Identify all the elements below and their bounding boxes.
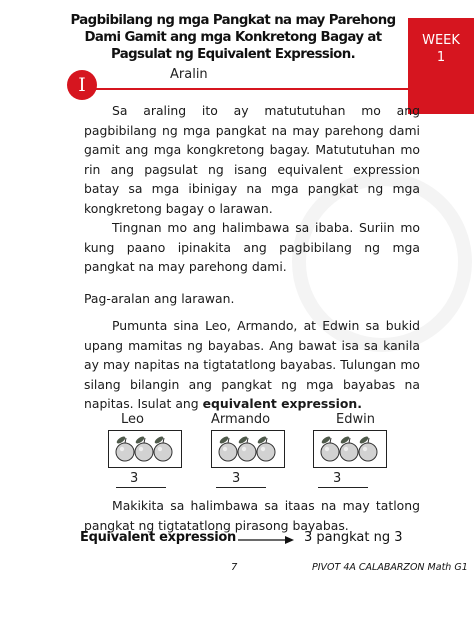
- arrow-right-icon: [238, 535, 294, 545]
- group-count-leo: 3: [130, 471, 139, 486]
- week-label: WEEK: [422, 33, 460, 48]
- guava-icon: [154, 435, 172, 461]
- guava-icon: [340, 435, 358, 461]
- footer-source: PIVOT 4A CALABARZON Math G1: [312, 562, 468, 573]
- guava-icon: [257, 435, 275, 461]
- lesson-title: Pagbibilang ng mga Pangkat na may Parehong Dami Gamit ang mga Konkretong Bagay at Pagsulat ng Equivalent Expression.: [70, 13, 396, 62]
- summary-paragraph: Makikita sa halimbawa sa itaas na may tatlong pangkat ng tigtatatlong pirasong bayabas.: [84, 498, 420, 533]
- intro-paragraph: Sa araling ito ay matututuhan mo ang pagbibilang ng mga pangkat na may parehong dami gamit ang mga kongkretong bagay. Matututuhan mo rin ang pagsulat ng isang equivalent expression batay sa mga ibinigay na mga pangkat ng mga kongkretong bagay o larawan.: [84, 103, 420, 216]
- count-line-leo: [116, 487, 166, 488]
- equivalent-expression-label: Equivalent expression: [80, 530, 236, 545]
- group-name-armando: Armando: [211, 412, 271, 427]
- guava-icon: [116, 435, 134, 461]
- example-paragraph: Tingnan mo ang halimbawa sa ibaba. Suriin mo kung paano ipinakita ang pagbibilang ng mga pangkat na may parehong dami.: [84, 220, 420, 275]
- page-number: 7: [231, 562, 238, 573]
- guava-icon: [135, 435, 153, 461]
- guava-box-armando: [211, 430, 285, 468]
- guava-icon: [321, 435, 339, 461]
- group-count-edwin: 3: [333, 471, 342, 486]
- week-badge: [408, 18, 474, 114]
- count-line-armando: [216, 487, 266, 488]
- guava-icon: [219, 435, 237, 461]
- group-name-edwin: Edwin: [336, 412, 375, 427]
- equivalent-expression-emphasis: equivalent expression.: [202, 396, 362, 412]
- equivalent-expression-value: 3 pangkat ng 3: [304, 530, 403, 545]
- story-text: Pumunta sina Leo, Armando, at Edwin sa bukid upang mamitas ng bayabas. Ang bawat isa sa kanila ay may napitas na tigtatatlong bayabas. Tulungan mo silang bilangin ang pangkat ng mga bayabas na napitas. Isulat ang: [84, 318, 420, 412]
- count-line-edwin: [318, 487, 368, 488]
- group-count-armando: 3: [232, 471, 241, 486]
- header-rule: [96, 88, 408, 90]
- study-picture-line: Pag-aralan ang larawan.: [84, 291, 235, 306]
- lesson-subtitle: Aralin: [170, 67, 208, 82]
- week-number: 1: [436, 50, 446, 65]
- guava-icon: [359, 435, 377, 461]
- guava-icon: [238, 435, 256, 461]
- guava-box-edwin: [313, 430, 387, 468]
- group-name-leo: Leo: [121, 412, 144, 427]
- guava-box-leo: [108, 430, 182, 468]
- section-badge: I: [67, 70, 97, 100]
- guava-group-graphic: [212, 431, 284, 467]
- guava-group-graphic: [109, 431, 181, 467]
- story-paragraph: [84, 316, 420, 414]
- guava-group-graphic: [314, 431, 386, 467]
